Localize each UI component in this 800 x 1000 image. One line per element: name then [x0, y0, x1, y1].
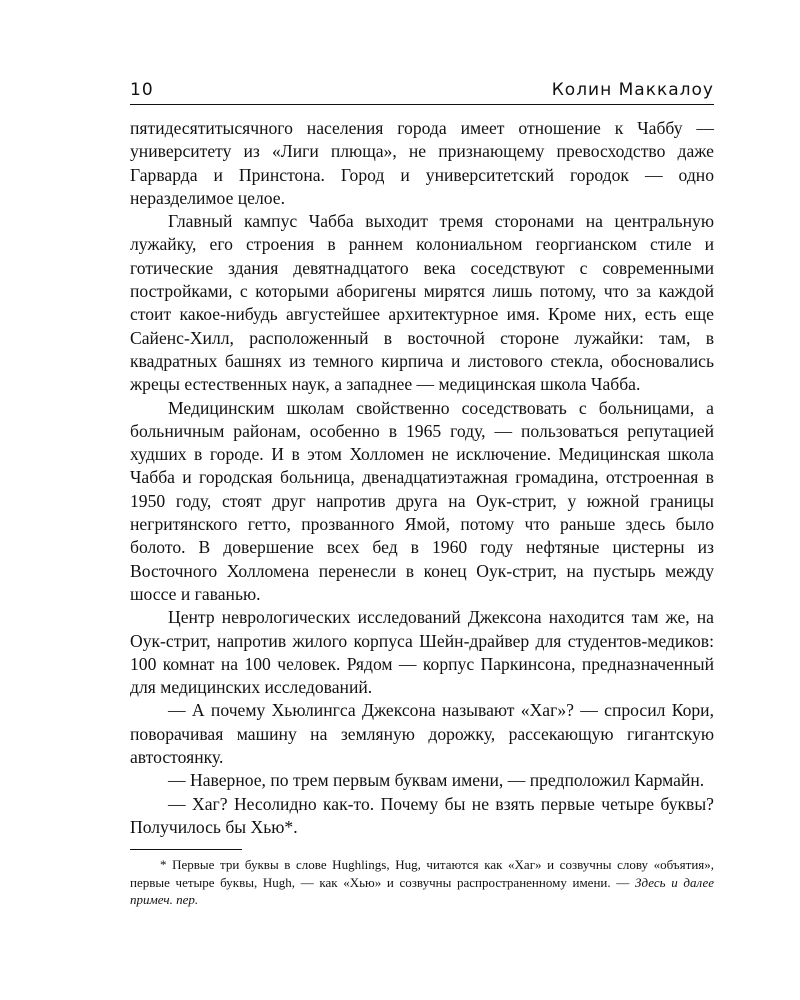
footnote-translator-note: Здесь и далее примеч. пер. — [130, 874, 714, 908]
paragraph-continued: пятидесятитысячного населения города имеет отношение к Чаббу — университету из «Лиги плюща», не признающему превосходство даже Гарварда и Принстона. Город и университетский городок — одно неразделимое целое. — [130, 118, 714, 208]
running-header — [130, 78, 714, 105]
dialogue-line: — Наверное, по трем первым буквам имени, — предположил Кармайн. — [168, 770, 705, 791]
footnote-text: * Первые три буквы в слове Hughlings, Hug, читаются как «Хаг» и созвучны слову «объятия», первые четыре буквы, Hugh, — как «Хью» и созвучны распространенному имени. — — [130, 857, 714, 890]
page-number: 10 — [130, 80, 154, 100]
book-page — [130, 78, 714, 908]
paragraph: Центр неврологических исследований Джексона находится там же, на Оук-стрит, напротив жилого корпуса Шейн-драйвер для студентов-медиков: 100 комнат на 100 человек. Рядом — корпус Паркинсона, предназначенный для медицинских исследований. — [130, 607, 714, 698]
body-text — [130, 117, 714, 839]
footnote-divider — [130, 849, 242, 850]
dialogue-line: — Хаг? Несолидно как-то. Почему бы не взять первые четыре буквы? Получилось бы Хью*. — [130, 793, 714, 837]
running-author: Колин Маккалоу — [551, 80, 714, 100]
paragraph: Главный кампус Чабба выходит тремя сторонами на центральную лужайку, его строения в раннем колониальном георгианском стиле и готические здания девятнадцатого века соседствуют с современными постройками, с которыми аборигены мирятся лишь потому, что за каждой стоит какое-нибудь августейшее архитектурное имя. Кроме них, есть еще Сайенс-Хилл, расположенный в восточной стороне лужайки: там, в квадратных башнях из темного кирпича и листового стекла, обосновались жрецы естественных наук, а западнее — медицинская школа Чабба. — [130, 211, 714, 395]
footnote — [130, 856, 714, 908]
dialogue-line: — А почему Хьюлингса Джексона называют «Хаг»? — спросил Кори, поворачивая машину на земляную дорожку, рассекающую гигантскую автостоянку. — [130, 700, 714, 768]
paragraph: Медицинским школам свойственно соседствовать с больницами, а больничным районам, особенно в 1965 году, — пользоваться репутацией худших в городе. И в этом Холломен не исключение. Медицинская школа Чабба и городская больница, двенадцатиэтажная громадина, отстроенная в 1950 году, стоят друг напротив друга на Оук-стрит, у южной границы негритянского гетто, прозванного Ямой, потому что раньше здесь было болото. В довершение всех бед в 1960 году нефтяные цистерны из Восточного Холломена перенесли в конец Оук-стрит, на пустырь между шоссе и гаванью. — [130, 397, 714, 604]
